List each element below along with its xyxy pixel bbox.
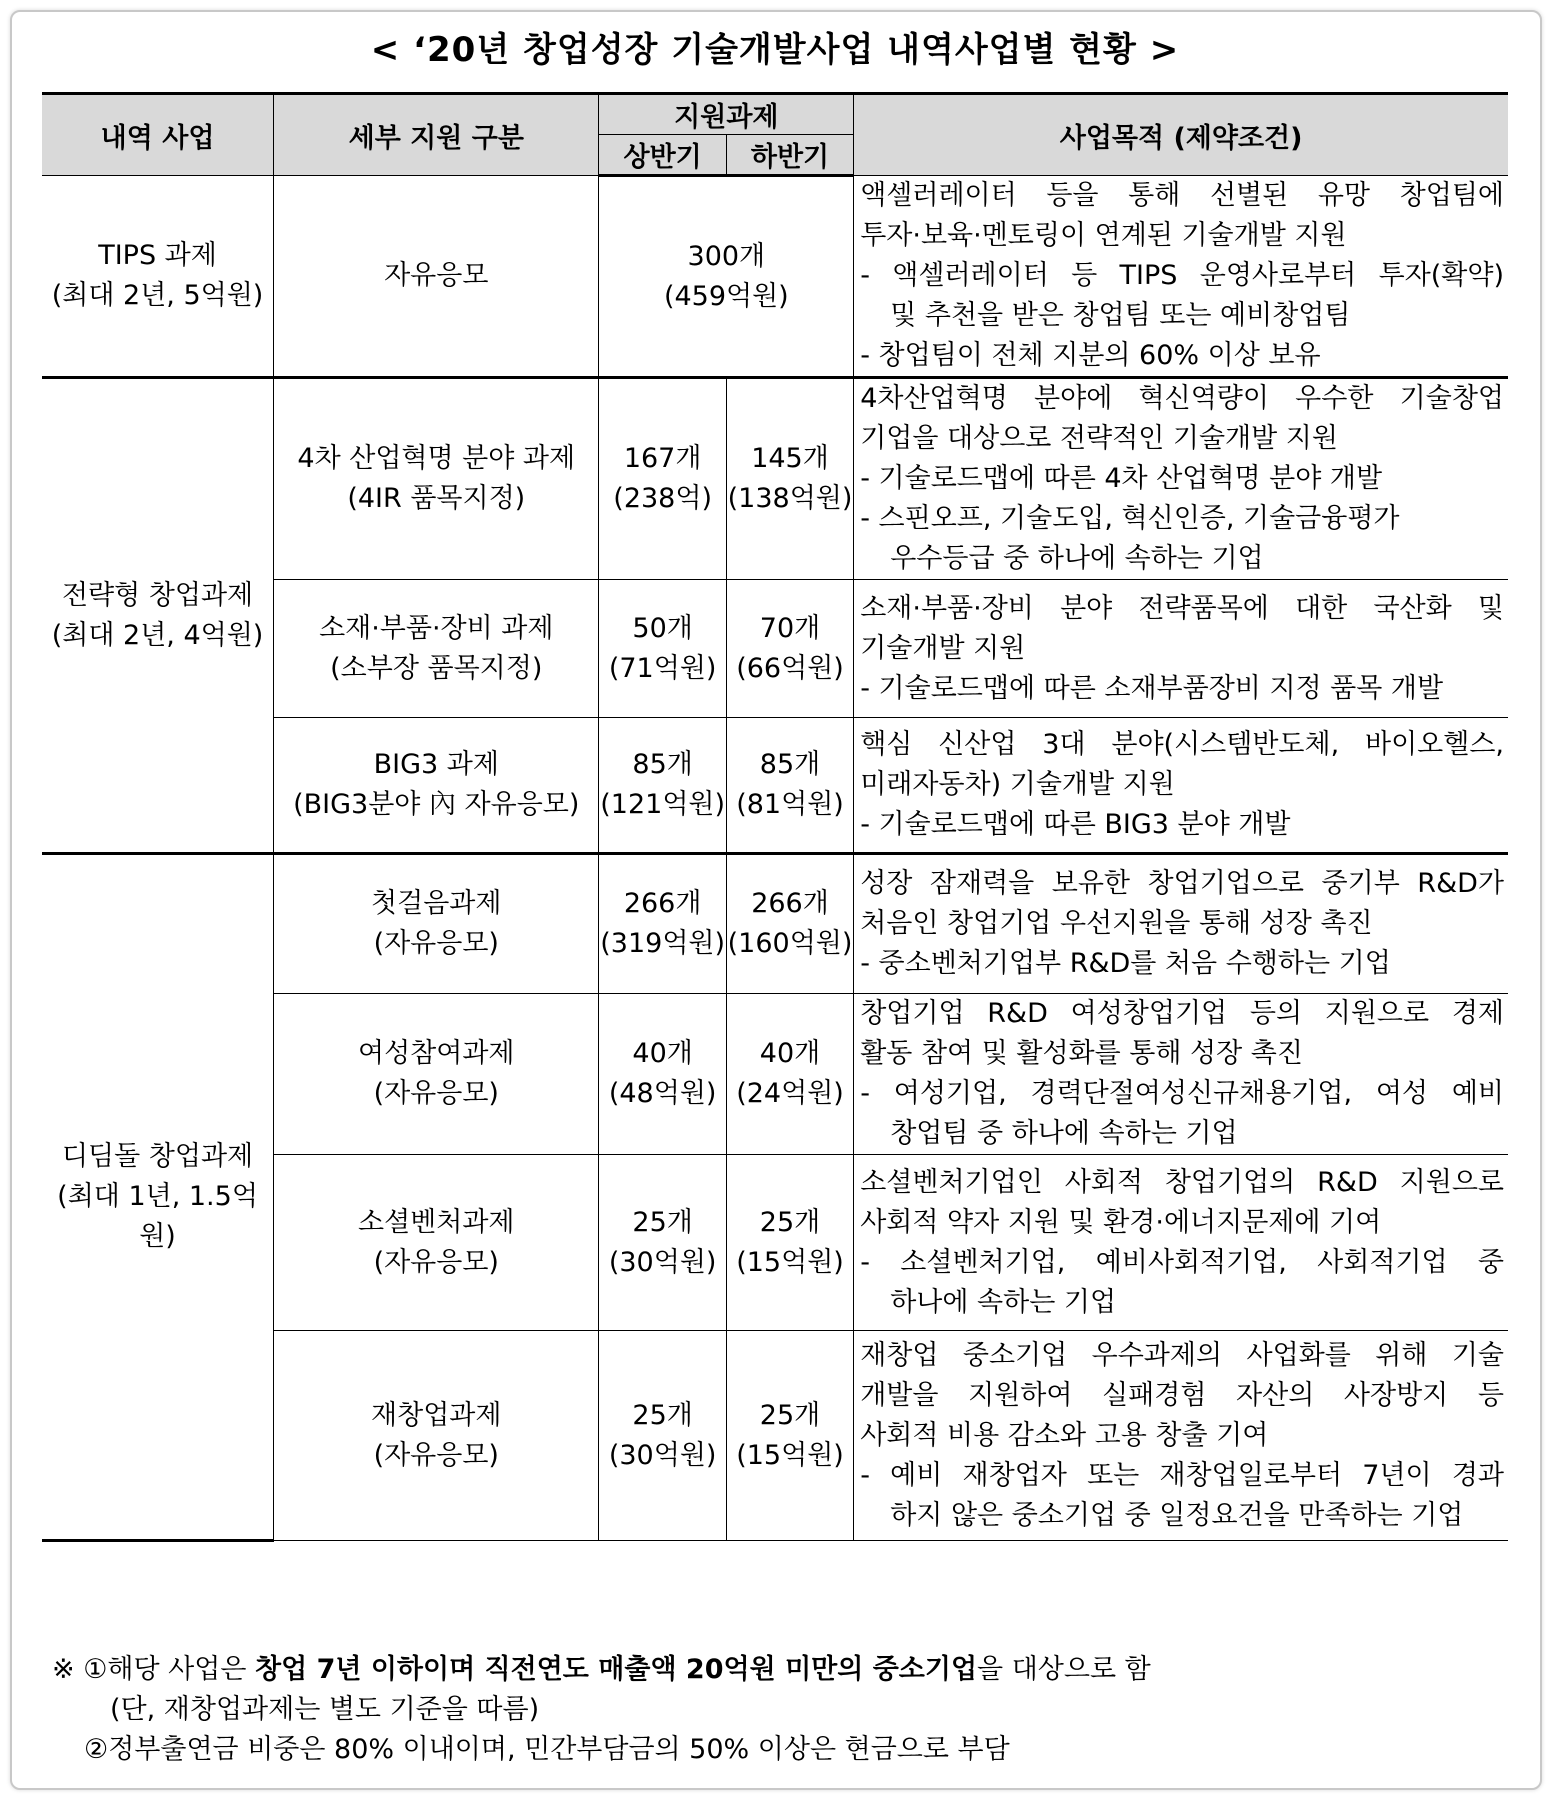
task-count: 25개 [632, 1399, 693, 1431]
purpose-cell [854, 1155, 1508, 1331]
second-half-cell [726, 1155, 853, 1331]
program-stepping [42, 854, 274, 1541]
task-amount: (48억원) [608, 1078, 717, 1109]
detail-sub: (BIG3분야 內 자유응모) [293, 789, 580, 820]
purpose-cell [854, 854, 1508, 994]
detail-cell [274, 1331, 599, 1541]
detail-cell [274, 718, 599, 854]
program-strategic [42, 378, 274, 854]
purpose-line: 미래자동차) 기술개발 지원 [860, 769, 1175, 800]
task-amount: (238억) [613, 483, 712, 514]
detail-name: 여성참여과제 [358, 1038, 515, 1069]
program-name: 디딤돌 창업과제 [61, 1141, 254, 1172]
condition-line: - 여성기업, 경력단절여성신규채용기업, 여성 예비 [860, 1078, 1504, 1109]
header-support-tasks: 지원과제 [599, 94, 854, 135]
detail-cell [274, 994, 599, 1155]
task-count: 40개 [632, 1038, 693, 1069]
task-amount: (30억원) [608, 1439, 717, 1471]
task-count: 40개 [759, 1038, 821, 1069]
task-count: 85개 [759, 749, 821, 780]
purpose-cell [854, 1331, 1508, 1541]
task-amount: (15억원) [736, 1439, 844, 1471]
purpose-line: 소재·부품·장비 분야 전략품목에 대한 국산화 및 [860, 592, 1504, 624]
condition-line: 하나에 속하는 기업 [890, 1286, 1117, 1318]
purpose-line: 핵심 신산업 3대 분야(시스템반도체, 바이오헬스, [860, 729, 1504, 760]
detail-cell [274, 580, 599, 718]
header-second-half: 하반기 [726, 135, 853, 176]
detail-name: 소셜벤처과제 [358, 1206, 515, 1238]
purpose-line: 창업기업 R&D 여성창업기업 등의 지원으로 경제 [860, 998, 1504, 1029]
task-amount: (319억원) [600, 928, 726, 959]
first-half-cell [599, 1155, 726, 1331]
task-count: 85개 [632, 749, 693, 780]
second-half-cell [726, 854, 853, 994]
program-name: 전략형 창업과제 [61, 579, 254, 611]
task-amount: (138억원) [727, 483, 853, 514]
condition-line: 우수등급 중 하나에 속하는 기업 [890, 543, 1264, 574]
first-half-cell [599, 718, 726, 854]
condition-line: 창업팀 중 하나에 속하는 기업 [890, 1118, 1238, 1149]
purpose-line: 기술개발 지원 [860, 632, 1026, 664]
task-amount: (30억원) [608, 1246, 717, 1278]
second-half-cell [726, 378, 853, 580]
detail-sub: (자유응모) [373, 1246, 499, 1278]
task-amount: (81억원) [736, 789, 844, 820]
condition-line: - 기술로드맵에 따른 BIG3 분야 개발 [860, 809, 1291, 840]
detail-sub: (4IR 품목지정) [347, 483, 526, 514]
task-count: 25개 [759, 1206, 821, 1238]
purpose-line: 소셜벤처기업인 사회적 창업기업의 R&D 지원으로 [860, 1166, 1504, 1198]
detail-sub: (소부장 품목지정) [330, 652, 543, 684]
header-program: 내역 사업 [42, 94, 274, 176]
condition-line: - 기술로드맵에 따른 4차 산업혁명 분야 개발 [860, 463, 1383, 494]
purpose-line: 사회적 비용 감소와 고용 창출 기여 [860, 1419, 1269, 1451]
condition-line: - 소셜벤처기업, 예비사회적기업, 사회적기업 중 [860, 1246, 1504, 1278]
detail-name: BIG3 과제 [373, 749, 499, 780]
second-half-cell [726, 718, 853, 854]
task-amount: (71억원) [608, 652, 717, 684]
detail-name: 첫걸음과제 [371, 888, 502, 919]
first-half-cell [599, 854, 726, 994]
purpose-line: 재창업 중소기업 우수과제의 사업화를 위해 기술 [860, 1339, 1504, 1371]
header-detail: 세부 지원 구분 [274, 94, 599, 176]
first-half-cell [599, 378, 726, 580]
program-limit: (최대 2년, 4억원) [51, 619, 264, 651]
purpose-cell [854, 176, 1508, 378]
task-amount: (121억원) [600, 789, 726, 820]
task-amount: (66억원) [736, 652, 844, 684]
first-half-cell [599, 994, 726, 1155]
purpose-line: 투자·보육·멘토링이 연계된 기술개발 지원 [860, 220, 1347, 251]
header-purpose: 사업목적 (제약조건) [854, 94, 1508, 176]
note-text: ①해당 사업은 [83, 1654, 255, 1685]
detail-cell [274, 176, 599, 378]
condition-line: - 중소벤처기업부 R&D를 처음 수행하는 기업 [860, 948, 1391, 979]
program-limit: (최대 2년, 5억원) [51, 280, 264, 311]
condition-line: - 기술로드맵에 따른 소재부품장비 지정 품목 개발 [860, 672, 1444, 704]
note-text: 을 대상으로 함 [977, 1654, 1151, 1685]
program-table [42, 92, 1508, 1542]
second-half-cell [726, 994, 853, 1155]
header-first-half: 상반기 [599, 135, 726, 176]
purpose-line: 액셀러레이터 등을 통해 선별된 유망 창업팀에 [860, 180, 1504, 211]
purpose-line: 사회적 약자 지원 및 환경·에너지문제에 기여 [860, 1206, 1382, 1238]
program-name: TIPS 과제 [98, 240, 217, 271]
first-half-cell [599, 580, 726, 718]
purpose-line: 기업을 대상으로 전략적인 기술개발 지원 [860, 423, 1338, 454]
task-amount: (24억원) [736, 1078, 844, 1109]
footnotes [52, 1650, 1512, 1770]
detail-cell [274, 854, 599, 994]
task-count: 266개 [751, 888, 829, 919]
detail-name: 소재·부품·장비 과제 [319, 612, 554, 644]
footnote-1-sub: (단, 재창업과제는 별도 기준을 따름) [110, 1694, 540, 1725]
detail-sub: (자유응모) [373, 1078, 499, 1109]
task-count: 70개 [759, 612, 821, 644]
task-count: 266개 [623, 888, 702, 919]
detail-name: 4차 산업혁명 분야 과제 [297, 443, 576, 474]
purpose-cell [854, 718, 1508, 854]
tips-tasks-cell [599, 176, 854, 378]
task-count: 50개 [632, 612, 693, 644]
task-amount: (15억원) [736, 1246, 844, 1278]
detail-name: 재창업과제 [371, 1399, 502, 1431]
purpose-cell [854, 378, 1508, 580]
detail-cell [274, 1155, 599, 1331]
purpose-cell [854, 580, 1508, 718]
purpose-line: 성장 잠재력을 보유한 창업기업으로 중기부 R&D가 [860, 868, 1504, 899]
task-count: 25개 [632, 1206, 693, 1238]
detail-cell [274, 378, 599, 580]
task-count: 300개 [687, 240, 766, 272]
footnote-2: ②정부출연금 비중은 80% 이내이며, 민간부담금의 50% 이상은 현금으로 부담 [84, 1734, 1010, 1765]
purpose-line: 개발을 지원하여 실패경험 자산의 사장방지 등 [860, 1379, 1504, 1411]
program-limit: (최대 1년, 1.5억원) [57, 1181, 258, 1252]
condition-line: - 창업팀이 전체 지분의 60% 이상 보유 [860, 340, 1321, 371]
second-half-cell [726, 580, 853, 718]
condition-line: 및 추천을 받은 창업팀 또는 예비창업팀 [890, 300, 1351, 331]
condition-line: - 액셀러레이터 등 TIPS 운영사로부터 투자(확약) [860, 260, 1504, 291]
footnote-1 [52, 1650, 1512, 1690]
second-half-cell [726, 1331, 853, 1541]
note-emphasis: 창업 7년 이하이며 직전연도 매출액 20억원 미만의 중소기업 [255, 1654, 978, 1685]
task-count: 145개 [751, 443, 829, 474]
program-tips [42, 176, 274, 378]
task-count: 25개 [759, 1399, 821, 1431]
task-count: 167개 [623, 443, 702, 474]
condition-line: 하지 않은 중소기업 중 일정요건을 만족하는 기업 [890, 1499, 1464, 1531]
task-amount: (459억원) [663, 280, 789, 312]
detail-name: 자유응모 [384, 260, 489, 291]
task-amount: (160억원) [727, 928, 853, 959]
detail-sub: (자유응모) [373, 1439, 499, 1471]
condition-item [860, 256, 1504, 296]
note-mark: ※ [52, 1654, 75, 1685]
condition-line: - 스핀오프, 기술도입, 혁신인증, 기술금융평가 [860, 503, 1400, 534]
first-half-cell [599, 1331, 726, 1541]
detail-sub: (자유응모) [373, 928, 499, 959]
purpose-line: 활동 참여 및 활성화를 통해 성장 촉진 [860, 1038, 1303, 1069]
condition-line: - 예비 재창업자 또는 재창업일로부터 7년이 경과 [860, 1459, 1504, 1491]
purpose-line: 처음인 창업기업 우선지원을 통해 성장 촉진 [860, 908, 1373, 939]
purpose-line: 4차산업혁명 분야에 혁신역량이 우수한 기술창업 [860, 383, 1504, 414]
page-title: < ‘20년 창업성장 기술개발사업 내역사업별 현황 > [370, 30, 1180, 70]
purpose-cell [854, 994, 1508, 1155]
